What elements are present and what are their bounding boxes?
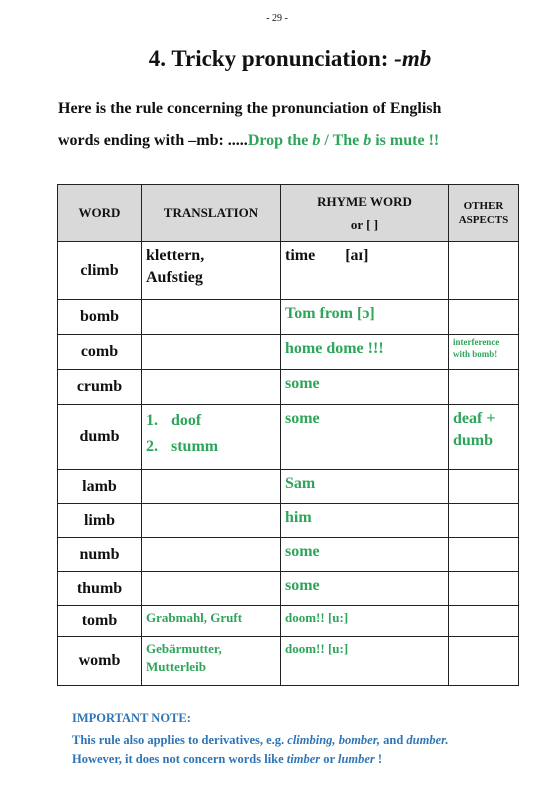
word-cell: limb: [58, 504, 142, 538]
example-word: dumber.: [406, 733, 449, 747]
word-cell: comb: [58, 335, 142, 370]
table-row: [58, 335, 519, 370]
rule-statement: [248, 132, 439, 149]
rule-letter: b: [363, 132, 372, 149]
other-cell: [449, 242, 519, 300]
title-prefix: 4. Tricky pronunciation:: [148, 46, 395, 71]
translation-cell: [142, 370, 281, 405]
rhyme-cell: some: [281, 538, 449, 572]
word-cell: tomb: [58, 606, 142, 637]
other-cell: [449, 504, 519, 538]
rhyme-cell: some: [281, 370, 449, 405]
header-other-line1: OTHER: [463, 199, 504, 212]
translation-cell: [142, 470, 281, 504]
rhyme-cell: doom!! [u:]: [281, 637, 449, 686]
table-row: [58, 470, 519, 504]
header-rhyme-line2: or [ ]: [350, 217, 379, 232]
intro-line-1: Here is the rule concerning the pronunciation of English: [58, 100, 442, 117]
pronunciation-table: [57, 184, 519, 686]
translation-cell: [142, 637, 281, 686]
rhyme-ipa: [aɪ]: [345, 247, 369, 264]
other-cell: [449, 538, 519, 572]
other-cell: [449, 335, 519, 370]
note-line-exceptions: [72, 752, 532, 767]
word-cell: bomb: [58, 300, 142, 335]
table-row: [58, 538, 519, 572]
other-cell: [449, 470, 519, 504]
example-word: lumber: [337, 752, 375, 766]
table-row: [58, 606, 519, 637]
word-cell: thumb: [58, 572, 142, 606]
word-cell: lamb: [58, 470, 142, 504]
note-text: !: [374, 752, 383, 766]
header-word: WORD: [58, 185, 142, 242]
page-title: [0, 46, 554, 72]
rhyme-cell: Sam: [281, 470, 449, 504]
note-text: and: [380, 733, 407, 747]
header-translation: TRANSLATION: [142, 185, 281, 242]
word-cell: numb: [58, 538, 142, 572]
table-row: [58, 370, 519, 405]
table-row: [58, 405, 519, 470]
translation-line: [146, 434, 276, 460]
note-text: However, it does not concern words like: [72, 752, 287, 766]
table-row: [58, 637, 519, 686]
translation-cell: [142, 405, 281, 470]
list-number: 1.: [146, 412, 158, 429]
translation-cell: [142, 504, 281, 538]
translation-cell: Grabmahl, Gruft: [142, 606, 281, 637]
rule-part: / The: [320, 132, 364, 149]
example-word: bomber,: [338, 733, 381, 747]
translation-cell: [142, 538, 281, 572]
rhyme-cell: some: [281, 405, 449, 470]
other-cell: [449, 572, 519, 606]
other-cell: [449, 300, 519, 335]
table-row: [58, 572, 519, 606]
rhyme-cell: some: [281, 572, 449, 606]
word-cell: crumb: [58, 370, 142, 405]
word-cell: climb: [58, 242, 142, 300]
header-rhyme-line1: RHYME WORD: [317, 193, 412, 209]
title-suffix: -mb: [394, 46, 432, 71]
list-number: 2.: [146, 437, 158, 455]
translation-cell: [142, 300, 281, 335]
intro-prefix: words ending with –mb: .....: [58, 132, 248, 149]
table-row: [58, 242, 519, 300]
translation-line: Aufstieg: [146, 268, 203, 286]
example-word: climbing,: [287, 733, 336, 747]
note-line-derivatives: [72, 733, 532, 748]
rhyme-cell: home dome !!!: [281, 335, 449, 370]
example-word: timber: [286, 752, 321, 766]
rule-letter: b: [312, 132, 321, 149]
header-rhyme: [281, 185, 449, 242]
other-line: deaf +: [453, 410, 496, 427]
other-cell: [449, 606, 519, 637]
table-row: [58, 504, 519, 538]
note-text: This rule also applies to derivatives, e.g.: [72, 733, 288, 747]
word-cell: dumb: [58, 405, 142, 470]
intro-line-2: [58, 132, 528, 150]
other-line: interference: [453, 337, 500, 347]
other-cell: [449, 370, 519, 405]
translation-cell: [142, 572, 281, 606]
translation-line: Mutterleib: [146, 658, 206, 674]
other-line: with bomb!: [453, 348, 498, 359]
page-number: - 29 -: [266, 13, 288, 24]
other-line: dumb: [453, 431, 494, 449]
other-cell: [449, 637, 519, 686]
other-cell: [449, 405, 519, 470]
word-cell: womb: [58, 637, 142, 686]
table-row: [58, 300, 519, 335]
rule-part: is mute !!: [371, 132, 440, 149]
rhyme-cell: doom!! [u:]: [281, 606, 449, 637]
rhyme-cell: him: [281, 504, 449, 538]
translation-line: Gebärmutter,: [146, 641, 222, 656]
translation-line: klettern,: [146, 247, 205, 264]
header-other-line2: ASPECTS: [458, 214, 509, 226]
translation-line: [146, 408, 276, 434]
translation-cell: [142, 242, 281, 300]
rhyme-cell: Tom from [ɔ]: [281, 300, 449, 335]
note-heading: IMPORTANT NOTE:: [72, 711, 191, 725]
note-text: or: [320, 752, 338, 766]
translation-text: stumm: [171, 437, 219, 455]
translation-cell: [142, 335, 281, 370]
rhyme-cell: [281, 242, 449, 300]
translation-text: doof: [171, 412, 202, 429]
rhyme-word: time: [285, 247, 316, 264]
header-other: [449, 185, 519, 242]
rule-part: Drop the: [247, 132, 313, 149]
